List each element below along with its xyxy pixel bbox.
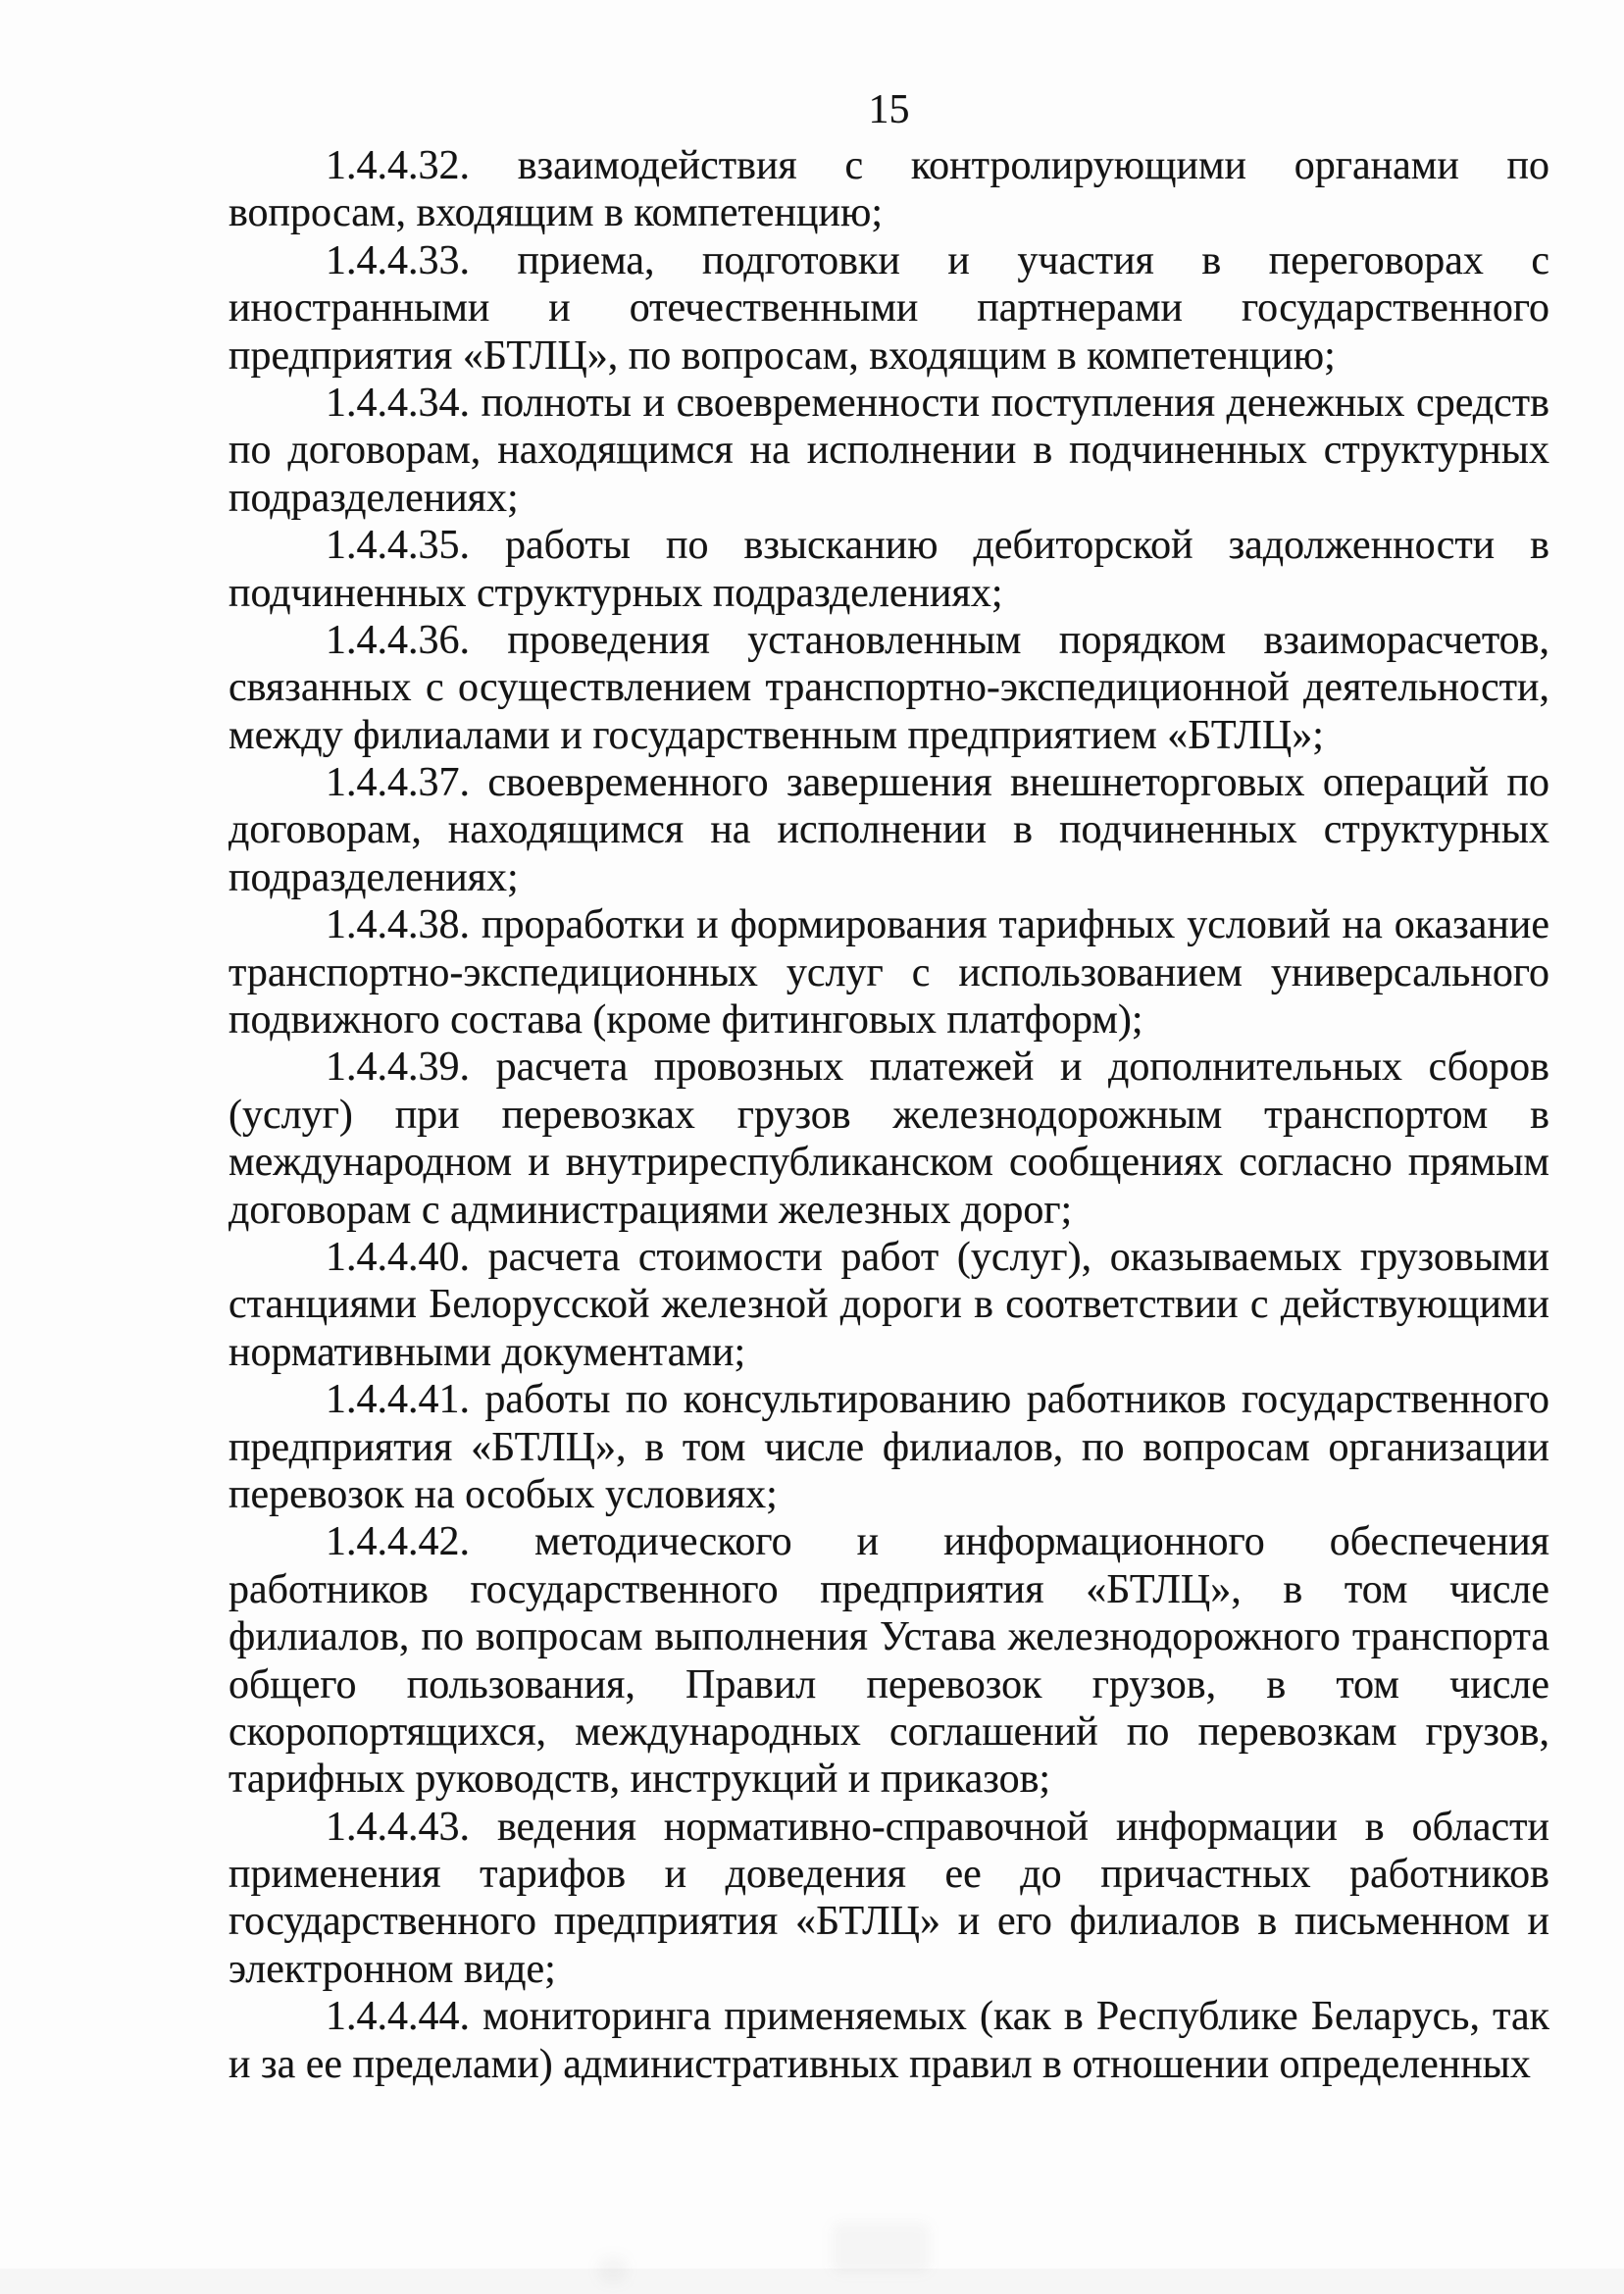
clause-1-4-4-42 xyxy=(228,1518,1549,1803)
clause-1-4-4-36 xyxy=(228,617,1549,759)
text-line: предприятия «БТЛЦ», по вопросам, входящим в компетенцию; xyxy=(228,332,1336,379)
clause-1-4-4-43 xyxy=(228,1804,1549,1994)
text-line: 1.4.4.39. расчета провозных платежей и дополнительных сборов xyxy=(326,1045,1549,1091)
text-line: 1.4.4.38. проработки и формирования тарифных условий на оказание xyxy=(326,902,1549,948)
text-line: связанных с осуществлением транспортно-экспедиционной деятельности, xyxy=(228,665,1549,711)
text-line: договорам, находящимся на исполнении в подчиненных структурных xyxy=(228,807,1549,853)
text-line: 1.4.4.40. расчета стоимости работ (услуг), оказываемых грузовыми xyxy=(326,1234,1549,1280)
text-line: 1.4.4.35. работы по взысканию дебиторской задолженности в xyxy=(326,523,1549,569)
text-line: подчиненных структурных подразделениях; xyxy=(228,570,1003,616)
clause-1-4-4-37 xyxy=(228,759,1549,901)
clause-1-4-4-35 xyxy=(228,522,1549,617)
text-line: скоропортящихся, международных соглашений по перевозкам грузов, xyxy=(228,1708,1549,1755)
text-line: подразделениях; xyxy=(228,854,519,900)
text-line: 1.4.4.43. ведения нормативно-справочной информации в области xyxy=(326,1804,1549,1850)
document-body xyxy=(228,142,1549,2088)
page-number: 15 xyxy=(868,87,910,132)
text-line: 1.4.4.32. взаимодействия с контролирующими органами по xyxy=(326,143,1549,188)
scan-artifact-smudge xyxy=(598,2256,628,2283)
text-line: 1.4.4.42. методического и информационного обеспечения xyxy=(326,1519,1549,1565)
text-line: транспортно-экспедиционных услуг с использованием универсального xyxy=(228,949,1549,995)
text-line: между филиалами и государственным предприятием «БТЛЦ»; xyxy=(228,712,1324,758)
text-line: нормативными документами; xyxy=(228,1329,746,1375)
text-line: 1.4.4.41. работы по консультированию работников государственного xyxy=(326,1377,1549,1423)
text-line: договорам с администрациями железных дорог; xyxy=(228,1187,1073,1233)
text-line: филиалов, по вопросам выполнения Устава железнодорожного транспорта xyxy=(228,1614,1549,1660)
text-line: тарифных руководств, инструкций и приказов; xyxy=(228,1757,1051,1803)
clause-1-4-4-39 xyxy=(228,1044,1549,1234)
text-line: (услуг) при перевозках грузов железнодорожным транспортом в xyxy=(228,1092,1549,1138)
text-line: государственного предприятия «БТЛЦ» и его филиалов в письменном и xyxy=(228,1899,1549,1945)
text-line: перевозок на особых условиях; xyxy=(228,1471,778,1517)
text-line: иностранными и отечественными партнерами государственного xyxy=(228,285,1549,331)
text-line: 1.4.4.44. мониторинга применяемых (как в Республике Беларусь, так xyxy=(326,1994,1549,2040)
clause-1-4-4-32 xyxy=(228,142,1549,237)
clause-1-4-4-34 xyxy=(228,380,1549,522)
text-line: применения тарифов и доведения ее до причастных работников xyxy=(228,1852,1549,1898)
clause-1-4-4-44 xyxy=(228,1993,1549,2088)
clause-1-4-4-33 xyxy=(228,237,1549,380)
text-line: электронном виде; xyxy=(228,1946,556,1992)
text-line: вопросам, входящим в компетенцию; xyxy=(228,190,884,236)
text-line: подвижного состава (кроме фитинговых платформ); xyxy=(228,997,1143,1044)
clause-1-4-4-40 xyxy=(228,1234,1549,1376)
text-line: международном и внутриреспубликанском сообщениях согласно прямым xyxy=(228,1140,1549,1186)
scan-artifact-bottom-band xyxy=(0,2269,1624,2294)
text-line: 1.4.4.33. приема, подготовки и участия в переговорах с xyxy=(326,237,1549,283)
text-line: 1.4.4.37. своевременного завершения внешнеторговых операций по xyxy=(326,760,1549,806)
text-line: и за ее пределами) административных правил в отношении определенных xyxy=(228,2041,1531,2087)
clause-1-4-4-41 xyxy=(228,1376,1549,1518)
text-line: станциями Белорусской железной дороги в соответствии с действующими xyxy=(228,1282,1549,1328)
text-line: подразделениях; xyxy=(228,475,519,521)
text-line: 1.4.4.34. полноты и своевременности поступления денежных средств xyxy=(326,380,1549,426)
text-line: работников государственного предприятия «БТЛЦ», в том числе xyxy=(228,1566,1549,1612)
text-line: по договорам, находящимся на исполнении в подчиненных структурных xyxy=(228,428,1549,474)
text-line: общего пользования, Правил перевозок грузов, в том числе xyxy=(228,1661,1549,1708)
clause-1-4-4-38 xyxy=(228,901,1549,1044)
text-line: предприятия «БТЛЦ», в том числе филиалов, по вопросам организации xyxy=(228,1424,1549,1470)
scan-artifact-smudge xyxy=(832,2222,930,2273)
text-line: 1.4.4.36. проведения установленным порядком взаиморасчетов, xyxy=(326,617,1549,663)
